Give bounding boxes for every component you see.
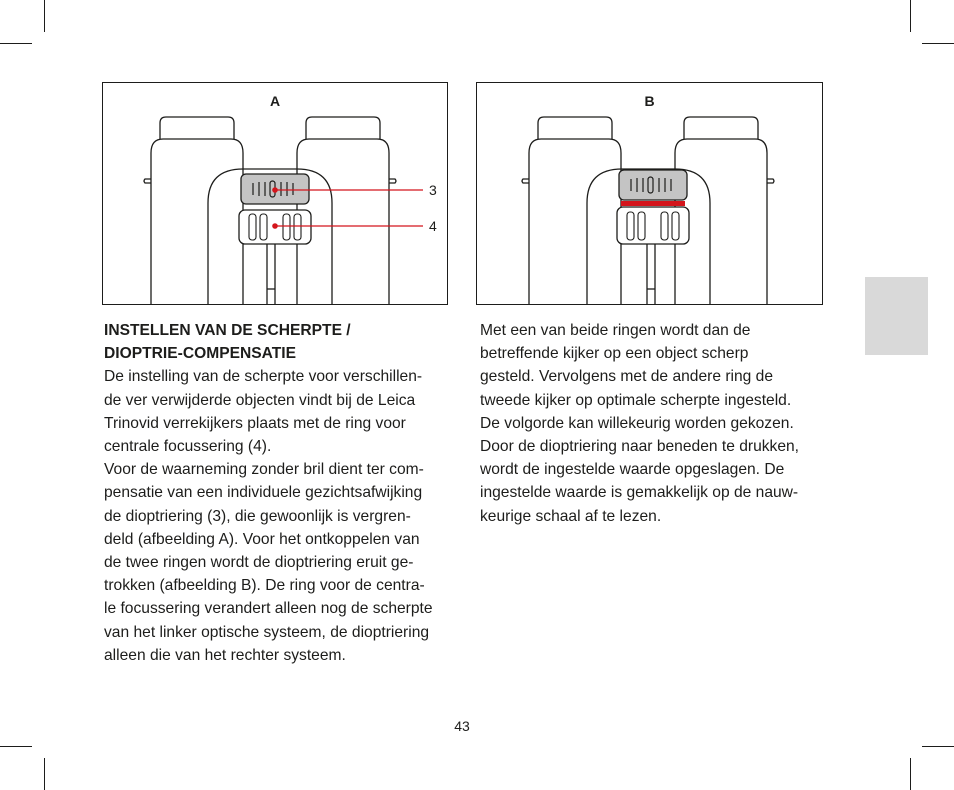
figure-b: [476, 82, 823, 305]
body-line: centrale focussering (4).: [104, 438, 272, 456]
figure-a: [102, 82, 448, 305]
body-line: pensatie van een individuele gezichtsafwijking: [104, 484, 423, 502]
body-line: ingestelde waarde is gemakkelijk op de nauw-: [480, 484, 799, 502]
crop-mark: [922, 746, 954, 747]
body-line: de twee ringen wordt de dioptriering eruit ge-: [104, 554, 414, 572]
body-line: trokken (afbeelding B). De ring voor de centra-: [104, 577, 425, 595]
body-line: de dioptriering (3), die gewoonlijk is vergren-: [104, 507, 411, 525]
crop-mark: [44, 0, 45, 32]
callout-number: 4: [429, 218, 437, 234]
section-heading: DIOPTRIE-COMPENSATIE: [104, 345, 297, 363]
body-line: le focussering verandert alleen nog de scherpte: [104, 600, 433, 618]
crop-mark: [44, 758, 45, 790]
crop-mark: [0, 43, 32, 44]
crop-mark: [910, 758, 911, 790]
body-line: alleen die van het rechter systeem.: [104, 646, 346, 664]
body-line: Met een van beide ringen wordt dan de: [480, 322, 751, 339]
body-line: deld (afbeelding A). Voor het ontkoppelen van: [104, 530, 420, 548]
body-line: wordt de ingestelde waarde opgeslagen. De: [480, 461, 785, 479]
body-line: de ver verwijderde objecten vindt bij de Leica: [104, 391, 416, 409]
binocular-illustration: [103, 83, 447, 304]
body-line: Voor de waarneming zonder bril dient ter com-: [104, 461, 424, 479]
body-line: De instelling van de scherpte voor verschillen-: [104, 368, 423, 386]
figure-label: A: [269, 93, 281, 109]
crop-mark: [922, 43, 954, 44]
binocular-illustration: [477, 83, 822, 304]
figure-label: B: [644, 93, 655, 109]
page-number: 43: [454, 718, 470, 734]
chapter-tab: [865, 277, 928, 355]
crop-mark: [910, 0, 911, 32]
body-line: betreffende kijker op een object scherp: [480, 345, 749, 363]
body-line: De volgorde kan willekeurig worden gekozen.: [480, 414, 794, 432]
body-line: gesteld. Vervolgens met de andere ring de: [480, 368, 774, 386]
body-line: Trinovid verrekijkers plaats met de ring voor: [104, 414, 406, 432]
body-line: tweede kijker op optimale scherpte ingesteld.: [480, 391, 792, 409]
section-heading: INSTELLEN VAN DE SCHERPTE /: [104, 322, 351, 339]
crop-mark: [0, 746, 32, 747]
right-text-column: [480, 319, 830, 528]
callout-number: 3: [429, 182, 437, 198]
body-line: van het linker optische systeem, de dioptriering: [104, 623, 430, 641]
left-text-column: [104, 319, 454, 667]
body-line: keurige schaal af te lezen.: [480, 507, 662, 525]
body-line: Door de dioptriering naar beneden te drukken,: [480, 438, 800, 456]
